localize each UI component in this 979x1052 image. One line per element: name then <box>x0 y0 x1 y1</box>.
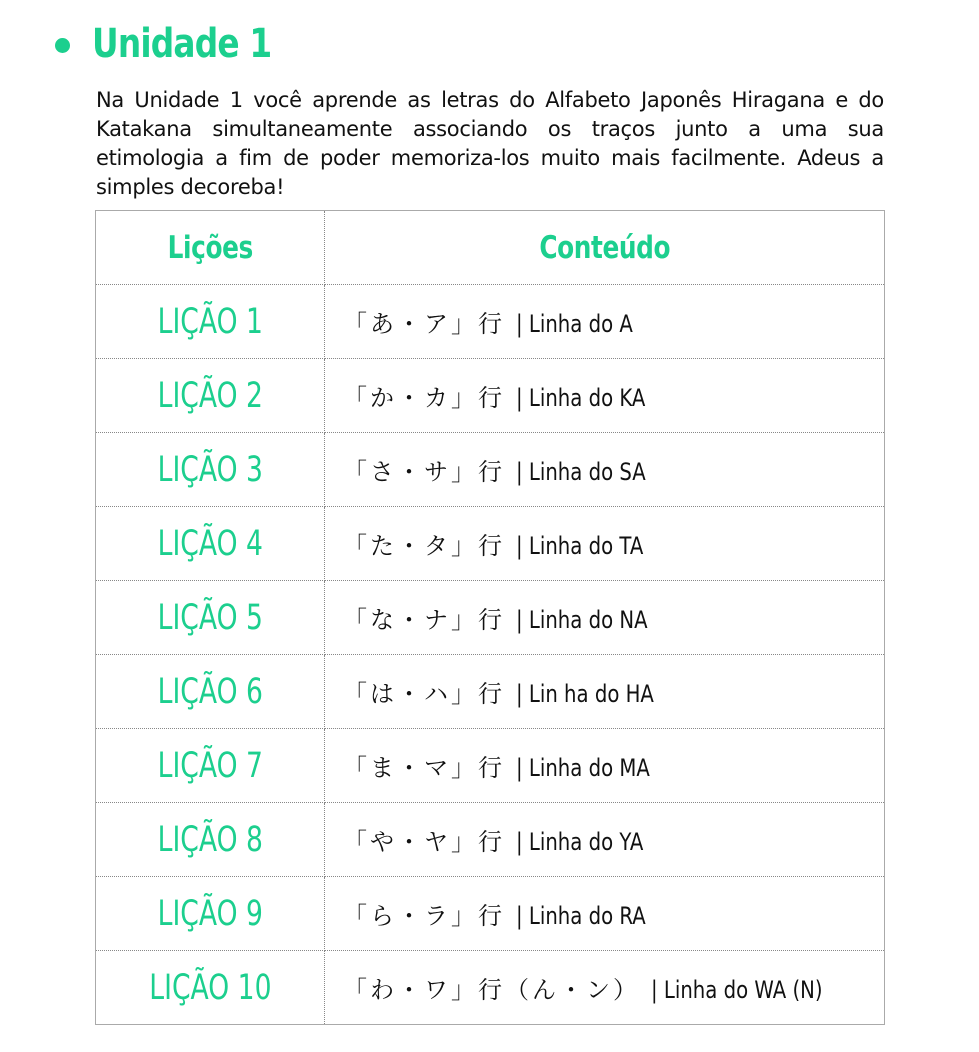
table-header-row <box>96 211 885 285</box>
table-row <box>96 729 885 803</box>
table-row <box>96 581 885 655</box>
lesson-content: 「ま・マ」行 | Linha do MA <box>325 729 885 803</box>
header-content: Conteúdo <box>325 211 885 285</box>
table-row <box>96 507 885 581</box>
lesson-content: 「あ・ア」行 | Linha do A <box>325 285 885 359</box>
lesson-label: LIÇÃO 10 <box>96 951 325 1025</box>
table-row <box>96 655 885 729</box>
lesson-content: 「は・ハ」行 | Lin ha do HA <box>325 655 885 729</box>
lesson-content: 「な・ナ」行 | Linha do NA <box>325 581 885 655</box>
lessons-table <box>95 210 885 1025</box>
table-row <box>96 433 885 507</box>
table-row <box>96 951 885 1025</box>
lesson-label: LIÇÃO 5 <box>96 581 325 655</box>
lesson-label: LIÇÃO 1 <box>96 285 325 359</box>
unit-description: Na Unidade 1 você aprende as letras do Alfabeto Japonês Hiragana e do Katakana simultaneamente associando os traços junto a uma sua etimologia a fim de poder memoriza-los muito mais facilmente. Adeus a simples decoreba! <box>96 88 884 199</box>
lesson-label: LIÇÃO 9 <box>96 877 325 951</box>
lesson-label: LIÇÃO 8 <box>96 803 325 877</box>
table-row <box>96 877 885 951</box>
unit-title: Unidade 1 <box>92 21 272 67</box>
header-lessons: Lições <box>96 211 325 285</box>
lesson-label: LIÇÃO 2 <box>96 359 325 433</box>
table-row <box>96 285 885 359</box>
table-row <box>96 359 885 433</box>
lesson-content: 「さ・サ」行 | Linha do SA <box>325 433 885 507</box>
lesson-label: LIÇÃO 3 <box>96 433 325 507</box>
lesson-label: LIÇÃO 7 <box>96 729 325 803</box>
lesson-content: 「や・ヤ」行 | Linha do YA <box>325 803 885 877</box>
lesson-content: 「ら・ラ」行 | Linha do RA <box>325 877 885 951</box>
lesson-content: 「わ・ワ」行（ん・ン） | Linha do WA (N) <box>343 976 823 1004</box>
lesson-label: LIÇÃO 4 <box>96 507 325 581</box>
lesson-content: 「か・カ」行 | Linha do KA <box>325 359 885 433</box>
table-row <box>96 803 885 877</box>
bullet-icon <box>55 38 70 53</box>
lesson-label: LIÇÃO 6 <box>96 655 325 729</box>
lesson-content: 「た・タ」行 | Linha do TA <box>325 507 885 581</box>
unit-heading <box>55 14 311 74</box>
